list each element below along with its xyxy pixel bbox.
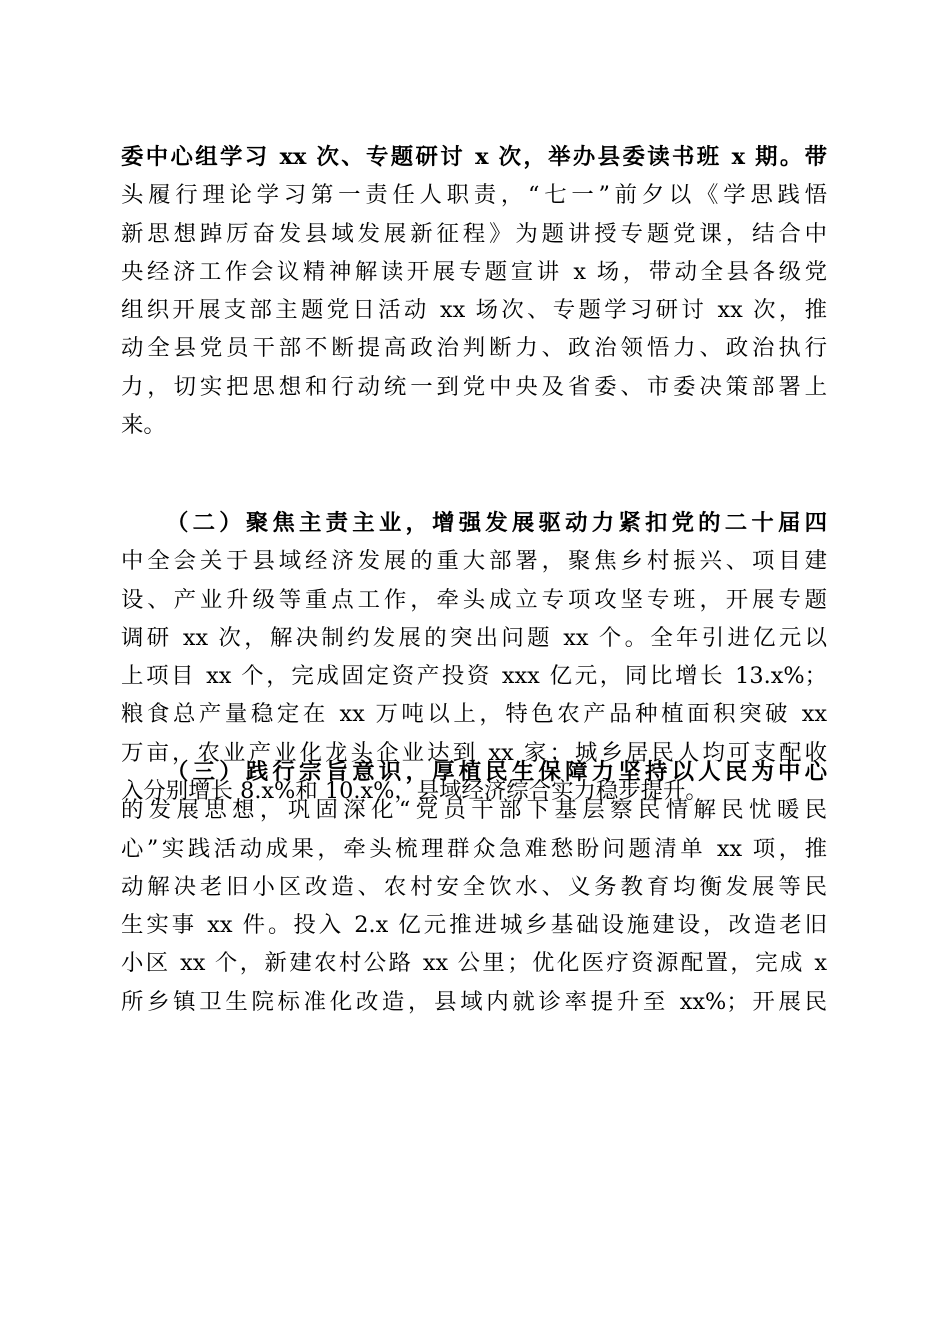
text-line: 小区 xx 个，新建农村公路 xx 公里；优化医疗资源配置，完成 x: [121, 950, 827, 977]
text-line: 调研 xx 次，解决制约发展的突出问题 xx 个。全年引进亿元以: [121, 624, 827, 651]
text-line: 动全县党员干部不断提高政治判断力、政治领悟力、政治执行: [121, 335, 827, 362]
text-line: 中全会关于县域经济发展的重大部署，聚焦乡村振兴、项目建: [121, 548, 827, 575]
text-line: 的发展思想，巩固深化“党员干部下基层察民情解民忧暖民: [121, 797, 827, 824]
text-line: 生实事 xx 件。投入 2.x 亿元推进城乡基础设施建设，改造老旧: [121, 912, 827, 939]
text-line: 动解决老旧小区改造、农村安全饮水、义务教育均衡发展等民: [121, 873, 827, 900]
text-line: 上项目 xx 个，完成固定资产投资 xxx 亿元，同比增长 13.x%；: [121, 663, 827, 690]
text-line: 心”实践活动成果，牵头梳理群众急难愁盼问题清单 xx 项，推: [121, 835, 827, 862]
section-heading-line: （二）聚焦主责主业，增强发展驱动力紧扣党的二十届四: [166, 510, 827, 536]
text-line: 新思想踔厉奋发县域发展新征程》为题讲授专题党课，结合中: [121, 220, 827, 247]
text-line: 央经济工作会议精神解读开展专题宣讲 x 场，带动全县各级党: [121, 258, 827, 285]
text-line: 头履行理论学习第一责任人职责，“七一”前夕以《学思践悟: [121, 182, 827, 209]
text-line: 设、产业升级等重点工作，牵头成立专项攻坚专班，开展专题: [121, 586, 827, 613]
section-heading-line: （三）践行宗旨意识，厚植民生保障力坚持以人民为中心: [166, 759, 827, 785]
text-line: 组织开展支部主题党日活动 xx 场次、专题学习研讨 xx 次，推: [121, 297, 827, 324]
paragraph-1: [121, 138, 827, 444]
text-line: 入分别增长 8.x%和 10.x%，县域经济综合实力稳步提升。: [121, 778, 708, 805]
text-line: 委中心组学习 xx 次、专题研讨 x 次，举办县委读书班 x 期。带: [121, 144, 827, 170]
text-line: 万亩，农业产业化龙头企业达到 xx 家；城乡居民人均可支配收: [121, 739, 827, 766]
text-line: 力，切实把思想和行动统一到党中央及省委、市委决策部署上: [121, 373, 827, 400]
paragraph-3: [121, 753, 827, 1021]
text-line: 所乡镇卫生院标准化改造，县域内就诊率提升至 xx%；开展民: [121, 988, 827, 1015]
text-line: 粮食总产量稳定在 xx 万吨以上，特色农产品种植面积突破 xx: [121, 701, 827, 728]
text-line: 来。: [121, 412, 166, 439]
